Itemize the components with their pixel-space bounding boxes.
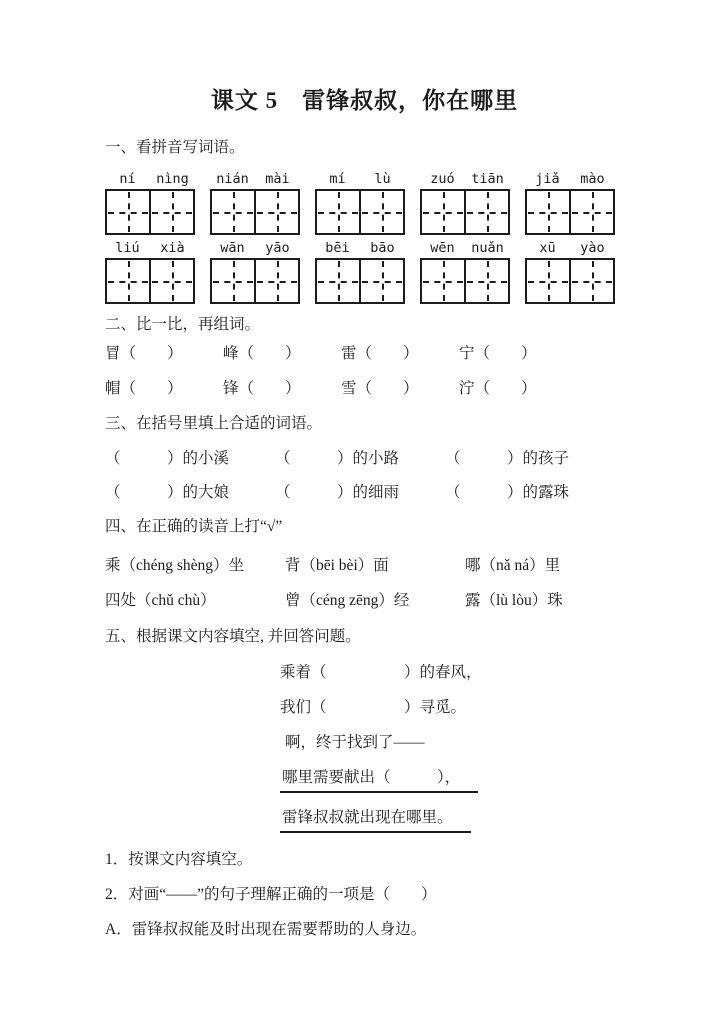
page-title: 课文 5 雷锋叔叔，你在哪里 xyxy=(210,88,519,113)
fill-blank-row-1 xyxy=(105,448,624,469)
pronunciation-item: 哪（nǎ ná）里 xyxy=(465,557,561,574)
pronunciation-row-1 xyxy=(105,555,624,576)
writing-grid-row-1 xyxy=(105,189,624,235)
pinyin-pair xyxy=(420,240,510,257)
pinyin-syllable: mí xyxy=(329,171,346,187)
pinyin-syllable: nuǎn xyxy=(471,240,504,256)
poem-line: 我们（ ）寻觅。 xyxy=(280,699,467,716)
pinyin-syllable: liú xyxy=(115,240,140,256)
section5-heading: 五、根据课文内容填空, 并回答问题。 xyxy=(105,628,361,645)
tianzige-cell xyxy=(527,191,569,233)
pinyin-syllable: yāo xyxy=(265,240,290,256)
pinyin-pair xyxy=(420,171,510,188)
tianzige-cell xyxy=(254,191,298,233)
pinyin-syllable: jiǎ xyxy=(535,171,560,187)
poem-line: 乘着（ ）的春风， xyxy=(280,664,482,681)
pinyin-pair xyxy=(210,240,300,257)
pinyin-row-1 xyxy=(105,171,624,188)
pinyin-syllable: tiān xyxy=(471,171,504,187)
word-blank-item: 帽（ ） xyxy=(105,380,183,397)
option-item: A．雷锋叔叔能及时出现在需要帮助的人身边。 xyxy=(105,921,427,938)
tianzige-cell xyxy=(569,191,613,233)
fill-blank-item: （ ）的大娘 xyxy=(105,484,230,501)
fill-blank-item: （ ）的小路 xyxy=(275,450,400,467)
section2-heading: 二、比一比，再组词。 xyxy=(105,316,261,333)
tianzige-cell xyxy=(317,191,359,233)
writing-grid-row-2 xyxy=(105,258,624,304)
pinyin-pair xyxy=(315,171,405,188)
word-blank-item: 泞（ ） xyxy=(459,380,537,397)
pinyin-pair xyxy=(525,240,615,257)
poem-block xyxy=(280,662,624,833)
pinyin-syllable: wān xyxy=(220,240,245,256)
underlined-poem-line xyxy=(280,767,624,793)
pronunciation-item: 露（lù lòu）珠 xyxy=(465,592,563,609)
pronunciation-row-2 xyxy=(105,590,624,611)
questions-block xyxy=(105,849,624,940)
pinyin-syllable: bēi xyxy=(325,240,350,256)
poem-line: 啊，终于找到了—— xyxy=(285,734,425,751)
pinyin-pair xyxy=(525,171,615,188)
tianzige-cell xyxy=(359,260,403,302)
pronunciation-item: 四处（chǔ chù） xyxy=(105,592,216,609)
writing-grid xyxy=(525,258,615,304)
writing-grid xyxy=(420,189,510,235)
tianzige-cell xyxy=(149,260,193,302)
writing-grid xyxy=(105,258,195,304)
tianzige-cell xyxy=(149,191,193,233)
pinyin-syllable: wēn xyxy=(430,240,455,256)
tianzige-cell xyxy=(254,260,298,302)
pronunciation-item: 背（bēi bèi）面 xyxy=(285,557,389,574)
compare-word-row-1 xyxy=(105,343,624,364)
writing-grid xyxy=(525,189,615,235)
writing-grid xyxy=(210,258,300,304)
pinyin-syllable: mào xyxy=(580,171,605,187)
pinyin-syllable: ní xyxy=(119,171,136,187)
compare-word-row-2 xyxy=(105,378,624,399)
pinyin-pair xyxy=(315,240,405,257)
pinyin-syllable: zuó xyxy=(430,171,455,187)
pinyin-row-2 xyxy=(105,240,624,257)
pinyin-pair xyxy=(105,240,195,257)
tianzige-cell xyxy=(422,260,464,302)
fill-blank-row-2 xyxy=(105,482,624,503)
fill-blank-item: （ ）的细雨 xyxy=(275,484,400,501)
pronunciation-item: 曾（céng zēng）经 xyxy=(285,592,410,609)
word-blank-item: 雷（ ） xyxy=(341,345,419,362)
pinyin-pair xyxy=(210,171,300,188)
pinyin-syllable: xià xyxy=(160,240,185,256)
tianzige-cell xyxy=(464,260,508,302)
tianzige-cell xyxy=(422,191,464,233)
fill-blank-item: （ ）的小溪 xyxy=(105,450,230,467)
underlined-poem-line xyxy=(280,807,624,833)
section1-heading: 一、看拼音写词语。 xyxy=(105,139,245,156)
tianzige-cell xyxy=(107,191,149,233)
tianzige-cell xyxy=(569,260,613,302)
writing-grid xyxy=(315,189,405,235)
pronunciation-item: 乘（chéng shèng）坐 xyxy=(105,557,245,574)
question-item: 2．对画“——”的句子理解正确的一项是（ ） xyxy=(105,886,437,903)
word-blank-item: 峰（ ） xyxy=(223,345,301,362)
pinyin-syllable: nián xyxy=(216,171,249,187)
tianzige-cell xyxy=(464,191,508,233)
poem-line-underlined-text: 哪里需要献出（ ）， xyxy=(280,767,478,793)
fill-blank-item: （ ）的孩子 xyxy=(445,450,570,467)
writing-grid xyxy=(420,258,510,304)
word-blank-item: 雪（ ） xyxy=(341,380,419,397)
pinyin-syllable: xū xyxy=(539,240,556,256)
writing-grid xyxy=(210,189,300,235)
pinyin-pair xyxy=(105,171,195,188)
writing-grid xyxy=(315,258,405,304)
pinyin-syllable: lù xyxy=(374,171,391,187)
tianzige-cell xyxy=(212,260,254,302)
fill-blank-item: （ ）的露珠 xyxy=(445,484,570,501)
word-blank-item: 冒（ ） xyxy=(105,345,183,362)
section4-heading: 四、在正确的读音上打“√” xyxy=(105,518,283,535)
section3-heading: 三、在括号里填上合适的词语。 xyxy=(105,415,323,432)
pinyin-syllable: nìng xyxy=(156,171,189,187)
tianzige-cell xyxy=(317,260,359,302)
writing-grid xyxy=(105,189,195,235)
pinyin-syllable: mài xyxy=(265,171,290,187)
tianzige-cell xyxy=(212,191,254,233)
pinyin-syllable: bāo xyxy=(370,240,395,256)
poem-line-underlined-text: 雷锋叔叔就出现在哪里。 xyxy=(280,807,471,833)
question-item: 1．按课文内容填空。 xyxy=(105,851,253,868)
word-blank-item: 锋（ ） xyxy=(223,380,301,397)
tianzige-cell xyxy=(107,260,149,302)
tianzige-cell xyxy=(359,191,403,233)
word-blank-item: 宁（ ） xyxy=(459,345,537,362)
tianzige-cell xyxy=(527,260,569,302)
pinyin-syllable: yào xyxy=(580,240,605,256)
